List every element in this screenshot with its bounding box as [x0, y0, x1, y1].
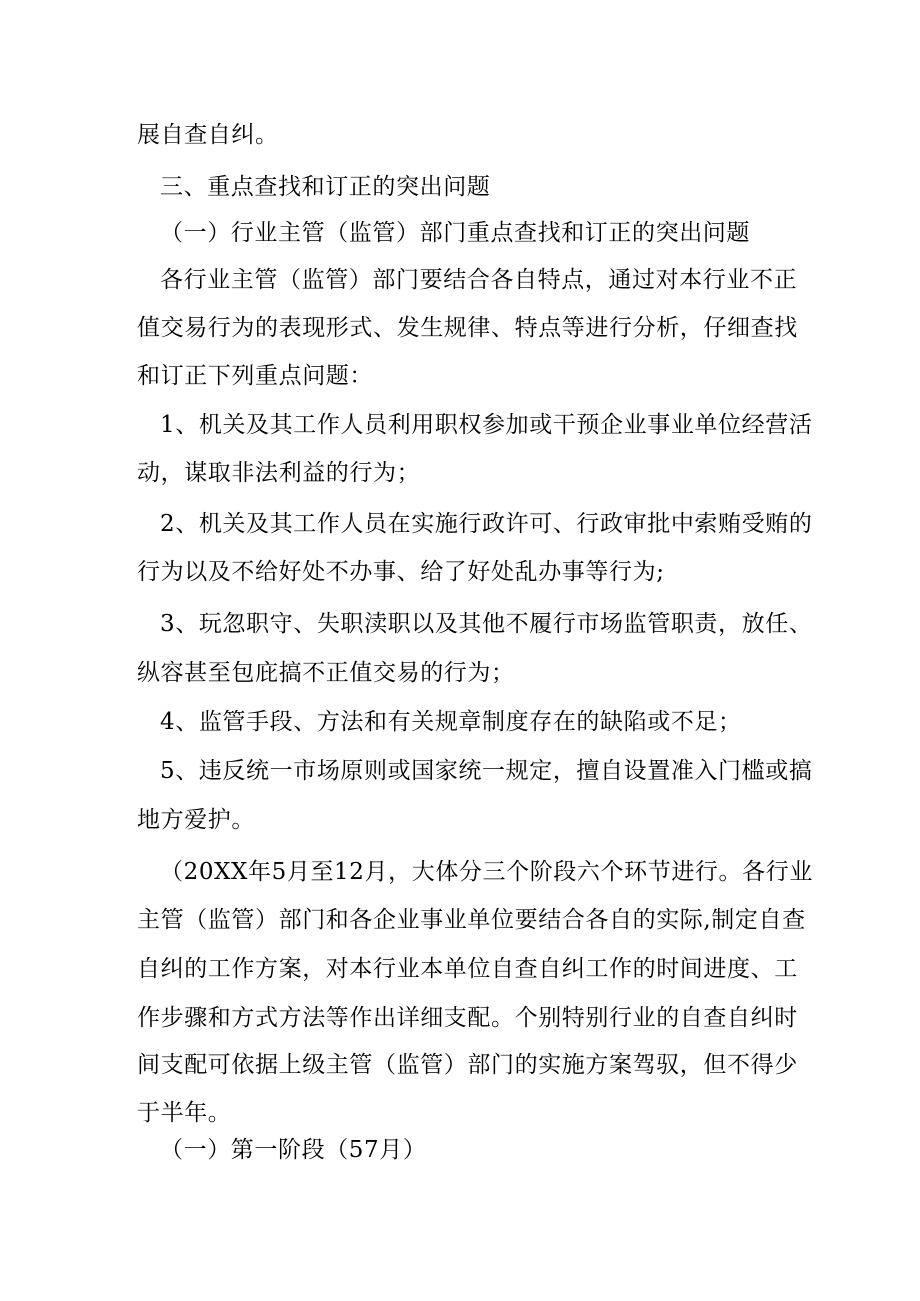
text-line: 于半年。	[137, 1100, 232, 1126]
list-item: 3、玩忽职守、失职渎职以及其他不履行市场监管职责，放任、	[160, 611, 813, 637]
text-line: 各行业主管（监管）部门要结合各自特点，通过对本行业不正	[160, 267, 798, 293]
list-item: 1、机关及其工作人员利用职权参加或干预企业事业单位经营活	[160, 412, 813, 438]
text-line: 值交易行为的表现形式、发生规律、特点等进行分析，仔细查找	[137, 315, 798, 341]
text-line: 间支配可依据上级主管（监管）部门的实施方案驾驭，但不得少	[137, 1052, 798, 1078]
section-heading: 三、重点查找和订正的突出问题	[160, 174, 491, 200]
list-item: 5、违反统一市场原则或国家统一规定，擅自设置准入门槛或搞	[160, 758, 813, 784]
text-line: 主管（监管）部门和各企业事业单位要结合各自的实际,制定自查	[137, 907, 806, 933]
list-item: 4、监管手段、方法和有关规章制度存在的缺陷或不足；	[160, 709, 742, 735]
text-line: （20XX年5月至12月，大体分三个阶段六个环节进行。各行业	[160, 859, 813, 885]
text-line: 展自查自纠。	[137, 122, 279, 148]
text-line: 纵容甚至包庇搞不正值交易的行为；	[137, 660, 515, 686]
text-line: 自纠的工作方案，对本行业本单位自查自纠工作的时间进度、工	[137, 956, 798, 982]
text-line: 动，谋取非法利益的行为；	[137, 460, 421, 486]
list-item: 2、机关及其工作人员在实施行政许可、行政审批中索贿受贿的	[160, 511, 813, 537]
text-line: 行为以及不给好处不办事、给了好处乱办事等行为;	[137, 559, 665, 585]
subsection-heading: （一）行业主管（监管）部门重点查找和订正的突出问题	[160, 220, 750, 246]
subsection-heading: （一）第一阶段（57月）	[160, 1137, 427, 1163]
text-line: 作步骤和方式方法等作出详细支配。个别特别行业的自查自纠时	[137, 1005, 798, 1031]
text-line: 和订正下列重点问题：	[137, 363, 373, 389]
text-line: 地方爱护。	[137, 807, 255, 833]
